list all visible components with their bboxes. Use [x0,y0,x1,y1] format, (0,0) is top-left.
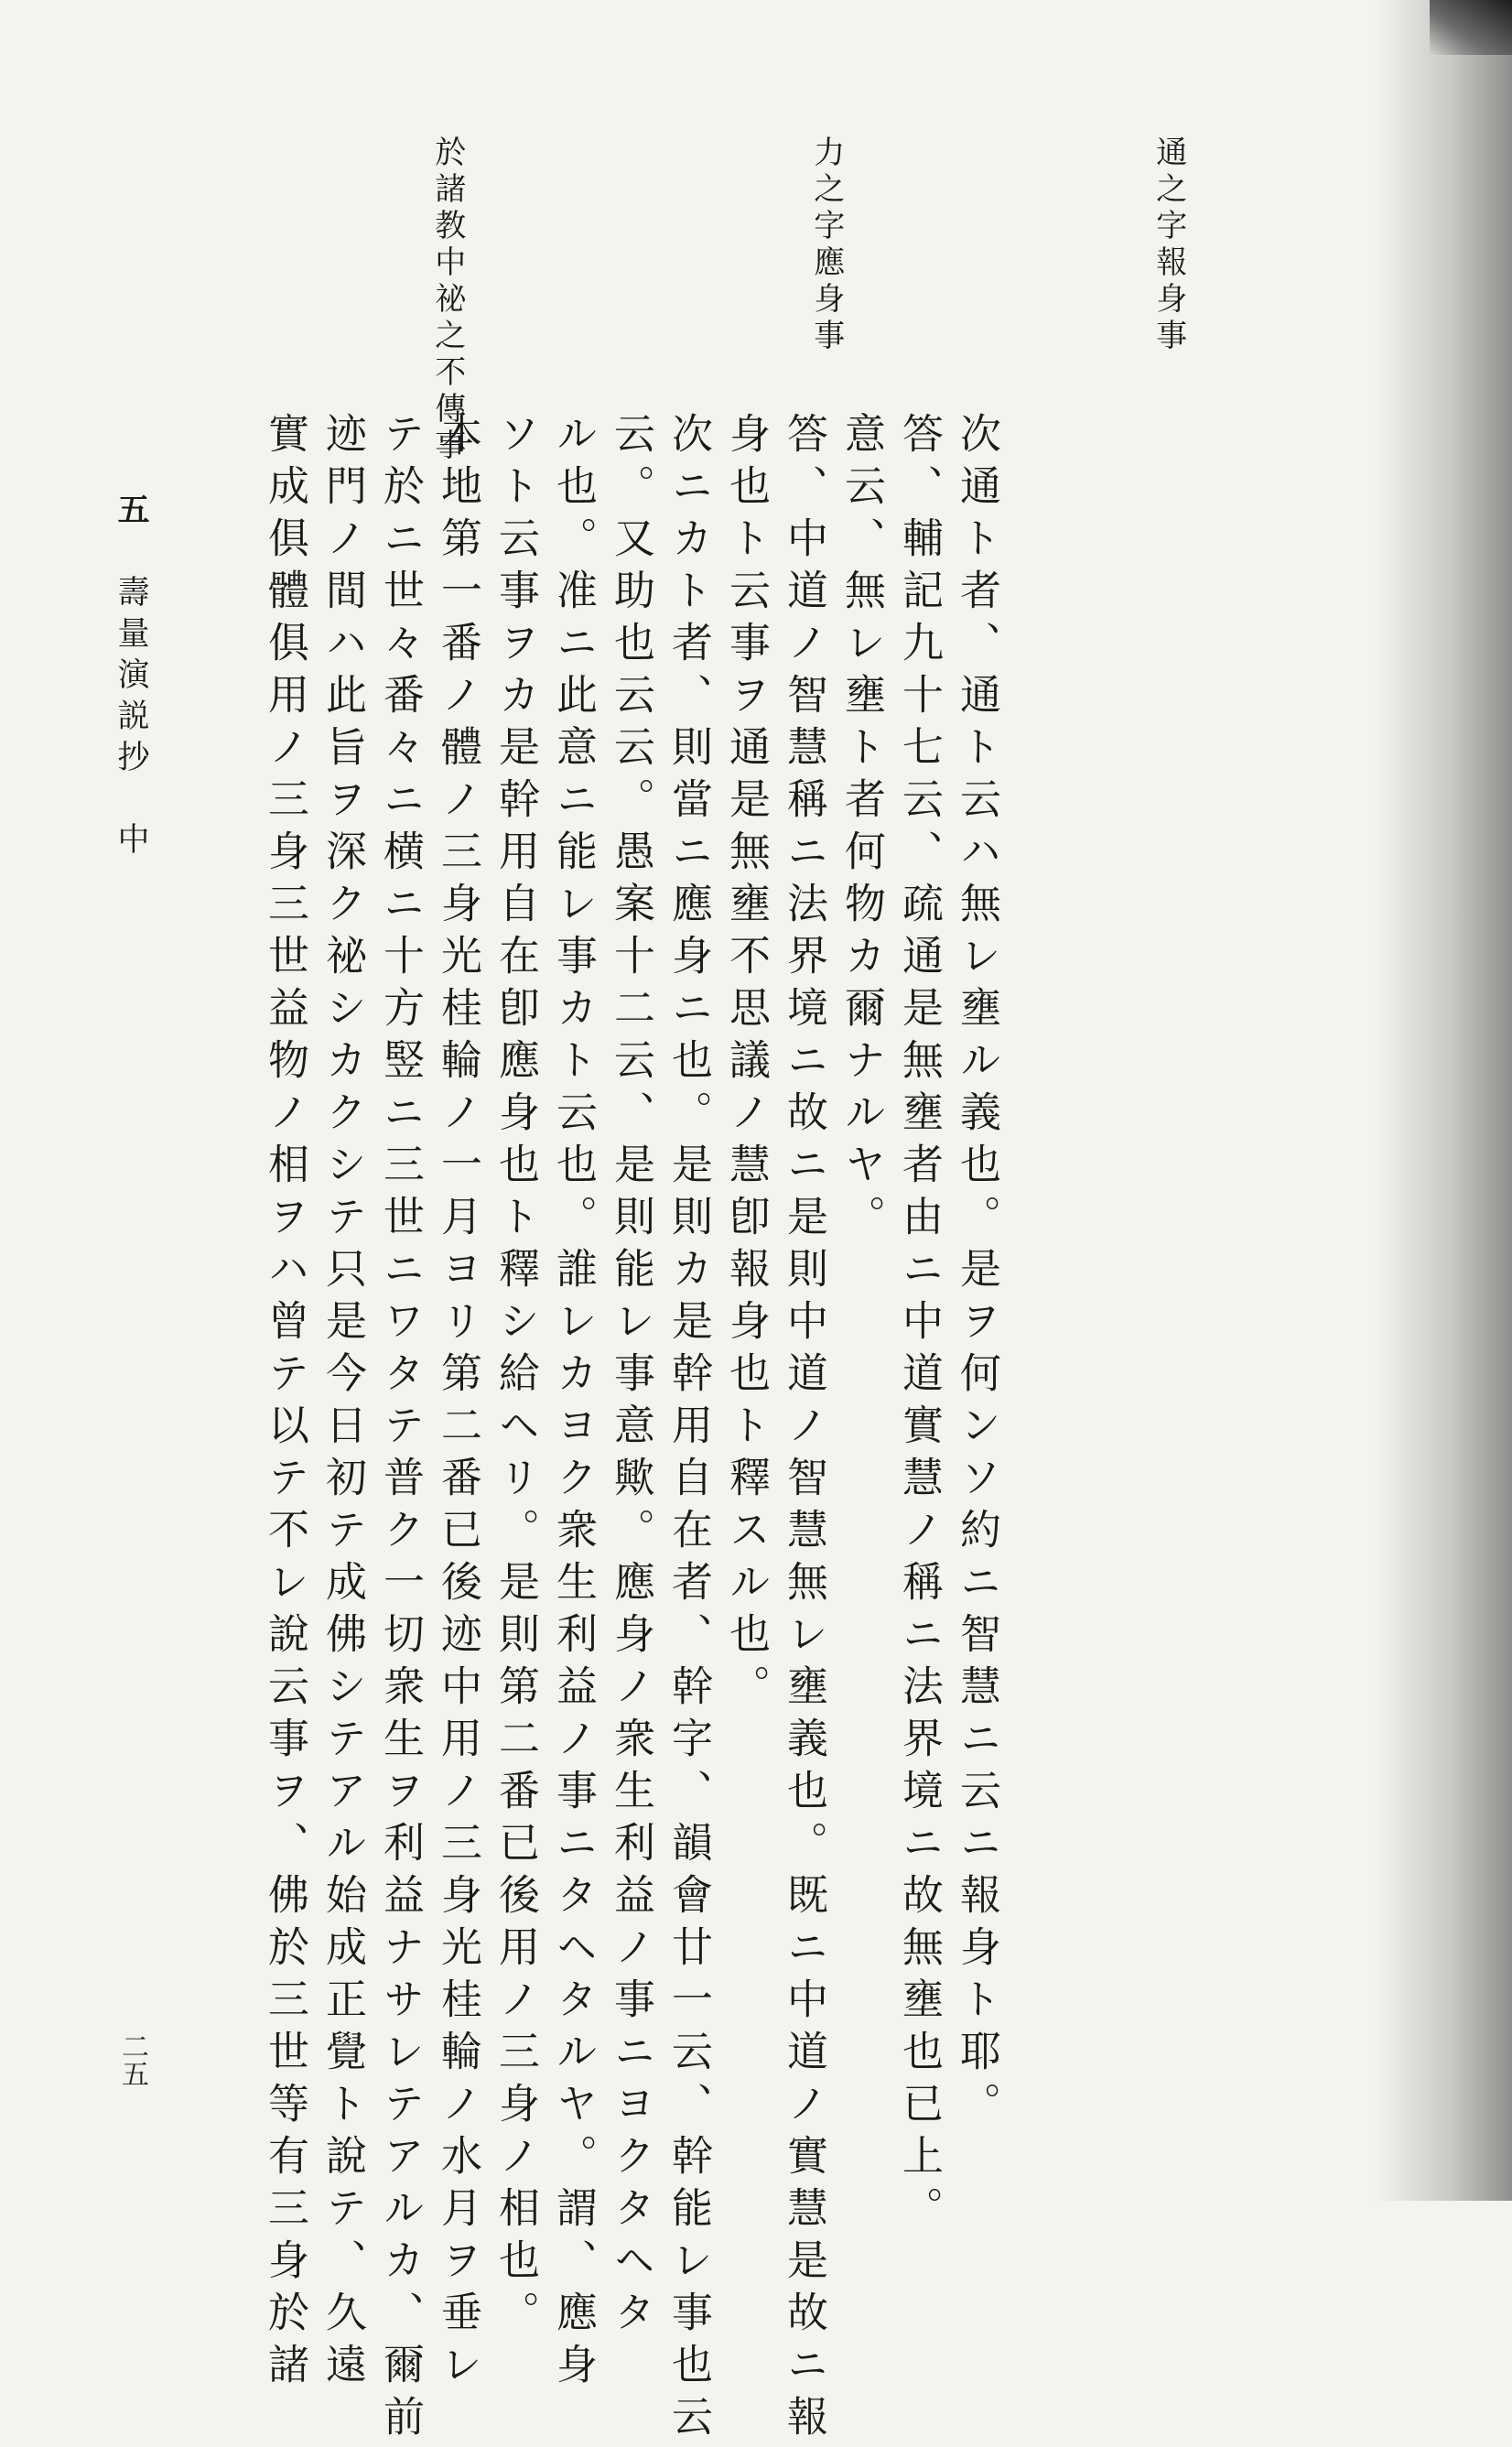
text-line-2: 答、輔記九十七云、疏通是無壅者由ニ中道實慧ノ稱ニ法界境ニ故無壅也已上。 [895,412,944,2238]
text-line-5: 身也ト云事ヲ通是無壅不思議ノ慧卽報身也ト釋スル也。 [722,412,771,1716]
text-line-1: 次通ト者、通ト云ハ無レ壅ル義也。是ヲ何ンソ約ニ智慧ニ云ニ報身ト耶。 [953,412,1001,2134]
book-title: 壽量演説抄 中 [113,575,149,863]
chapter-marker: 五 [113,493,150,534]
running-footer [108,493,154,863]
headnote-1: 通之字報身事 [1150,135,1187,355]
text-line-11: テ於ニ世々番々ニ横ニ十方竪ニ三世ニワタテ普ク一切衆生ヲ利益ナサレテアルカ、爾前 [376,412,425,2447]
headnote-2: 力之字應身事 [807,135,845,355]
text-line-12: 迹門ノ間ハ此旨ヲ深ク祕シカクシテ只是今日初テ成佛シテアル始成正覺ト說テ、久遠 [319,412,367,2395]
text-line-6: 次ニカト者、則當ニ應身ニ也。是則カ是幹用自在者、幹字、韻會廿一云、幹能レ事也云 [664,412,713,2447]
text-line-10: 本地第一番ノ體ノ三身光桂輪ノ一月ヨリ第二番已後迹中用ノ三身光桂輪ノ水月ヲ垂レ [434,412,482,2395]
text-line-13: 實成俱體俱用ノ三身三世益物ノ相ヲハ曾テ以テ不レ說云事ヲ、佛於三世等有三身於諸 [261,412,309,2395]
text-line-3: 意云、無レ壅ト者何物カ爾ナルヤ。 [837,412,886,1247]
page-number: 二五 [116,2032,148,2087]
text-line-8: ル也。准ニ此意ニ能レ事カト云也。誰レカヨク衆生利益ノ事ニタヘタルヤ。謂、應身 [549,412,598,2395]
headnote-3: 於諸教中祕之不傳事 [428,135,466,465]
text-line-9: ソト云事ヲカ是幹用自在卽應身也ト釋シ給ヘリ。是則第二番已後用ノ三身ノ相也。 [491,412,540,2343]
text-line-4: 答、中道ノ智慧稱ニ法界境ニ故ニ是則中道ノ智慧無レ壅義也。既ニ中道ノ實慧是故ニ報 [780,412,828,2447]
text-line-7: 云。又助也云云。愚案十二云、是則能レ事意歟。應身ノ衆生利益ノ事ニヨクタヘタ [607,412,655,2343]
page-gutter-shadow [1375,0,1512,2201]
page-corner-shadow [1430,0,1512,55]
